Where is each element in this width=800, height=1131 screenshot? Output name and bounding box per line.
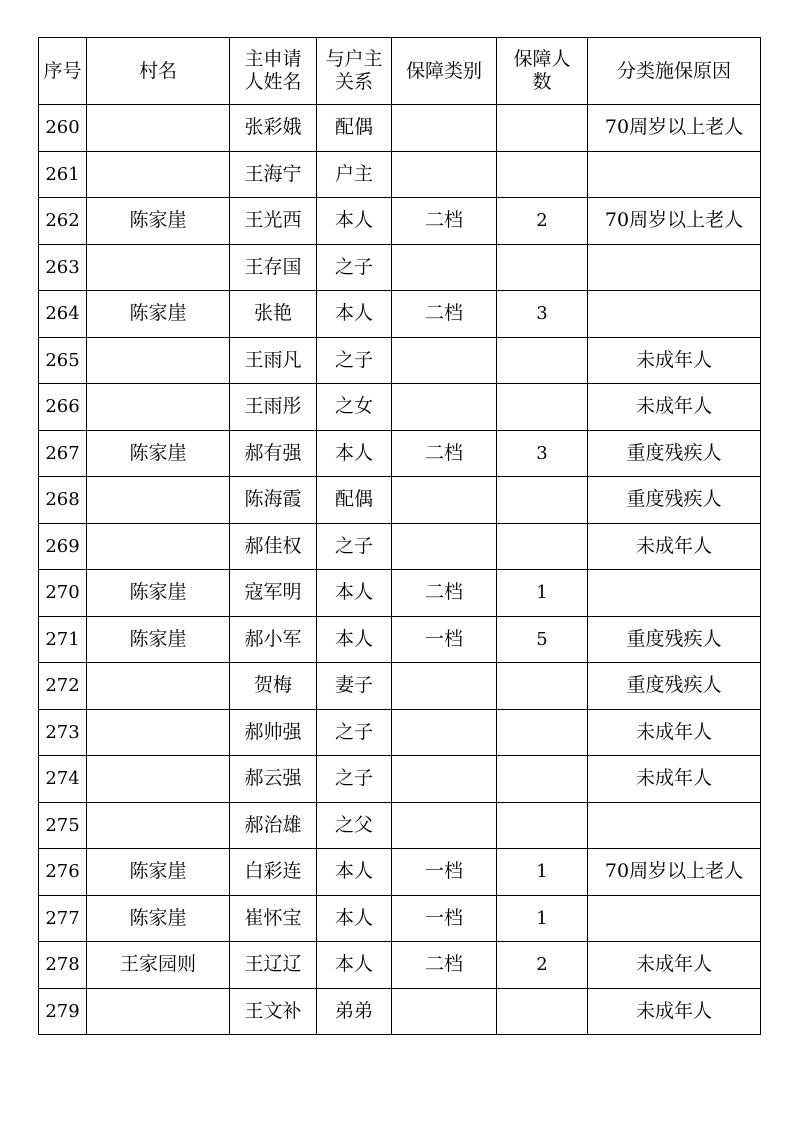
- table-row: [39, 616, 761, 663]
- cell-reason: 未成年人: [588, 756, 761, 803]
- cell-reason: 重度残疾人: [588, 430, 761, 477]
- table-row: [39, 802, 761, 849]
- cell-relation: 本人: [317, 942, 392, 989]
- cell-village: 陈家崖: [87, 849, 230, 896]
- cell-relation: 之子: [317, 523, 392, 570]
- cell-seq: 276: [39, 849, 87, 896]
- cell-applicant-name: 郝小军: [230, 616, 317, 663]
- cell-category: [392, 709, 497, 756]
- cell-reason: [588, 802, 761, 849]
- cell-count: [497, 802, 588, 849]
- cell-village: 陈家崖: [87, 291, 230, 338]
- cell-village: [87, 477, 230, 524]
- cell-category: [392, 988, 497, 1035]
- cell-seq: 279: [39, 988, 87, 1035]
- cell-village: 王家园则: [87, 942, 230, 989]
- cell-village: 陈家崖: [87, 895, 230, 942]
- table-row: [39, 151, 761, 198]
- cell-relation: 配偶: [317, 477, 392, 524]
- cell-seq: 271: [39, 616, 87, 663]
- cell-count: [497, 244, 588, 291]
- cell-relation: 之女: [317, 384, 392, 431]
- header-reason: 分类施保原因: [588, 38, 761, 105]
- cell-applicant-name: 王文补: [230, 988, 317, 1035]
- header-seq: 序号: [39, 38, 87, 105]
- table-row: [39, 570, 761, 617]
- cell-seq: 277: [39, 895, 87, 942]
- cell-applicant-name: 陈海霞: [230, 477, 317, 524]
- cell-category: [392, 105, 497, 152]
- cell-seq: 273: [39, 709, 87, 756]
- cell-count: 2: [497, 942, 588, 989]
- cell-relation: 本人: [317, 198, 392, 245]
- table-row: [39, 756, 761, 803]
- cell-reason: [588, 291, 761, 338]
- cell-applicant-name: 郝有强: [230, 430, 317, 477]
- cell-count: 2: [497, 198, 588, 245]
- cell-category: [392, 756, 497, 803]
- cell-relation: 本人: [317, 849, 392, 896]
- header-row: [39, 38, 761, 105]
- cell-seq: 269: [39, 523, 87, 570]
- cell-village: [87, 988, 230, 1035]
- table-row: [39, 942, 761, 989]
- cell-village: [87, 244, 230, 291]
- header-applicant-line2: 人姓名: [244, 71, 302, 93]
- cell-relation: 本人: [317, 430, 392, 477]
- table-body: [39, 105, 761, 1035]
- cell-seq: 274: [39, 756, 87, 803]
- cell-applicant-name: 王雨凡: [230, 337, 317, 384]
- cell-count: [497, 756, 588, 803]
- cell-reason: 未成年人: [588, 523, 761, 570]
- header-count: [497, 38, 588, 105]
- cell-applicant-name: 王辽辽: [230, 942, 317, 989]
- table-row: [39, 384, 761, 431]
- cell-count: [497, 105, 588, 152]
- cell-applicant-name: 郝帅强: [230, 709, 317, 756]
- cell-relation: 之子: [317, 756, 392, 803]
- cell-count: [497, 523, 588, 570]
- header-relation-line1: 与户主: [325, 48, 383, 70]
- header-village: 村名: [87, 38, 230, 105]
- cell-seq: 260: [39, 105, 87, 152]
- cell-applicant-name: 郝治雄: [230, 802, 317, 849]
- header-count-line1: 保障人: [513, 48, 571, 70]
- cell-reason: [588, 244, 761, 291]
- cell-seq: 270: [39, 570, 87, 617]
- cell-relation: 本人: [317, 570, 392, 617]
- table-row: [39, 849, 761, 896]
- table-row: [39, 477, 761, 524]
- cell-relation: 之子: [317, 709, 392, 756]
- cell-category: [392, 151, 497, 198]
- header-applicant: [230, 38, 317, 105]
- cell-count: [497, 709, 588, 756]
- cell-reason: [588, 570, 761, 617]
- cell-reason: 未成年人: [588, 384, 761, 431]
- cell-count: [497, 988, 588, 1035]
- cell-applicant-name: 王雨彤: [230, 384, 317, 431]
- cell-applicant-name: 王海宁: [230, 151, 317, 198]
- header-category: 保障类别: [392, 38, 497, 105]
- cell-relation: 之子: [317, 244, 392, 291]
- cell-count: 1: [497, 570, 588, 617]
- cell-relation: 之子: [317, 337, 392, 384]
- cell-relation: 配偶: [317, 105, 392, 152]
- cell-reason: 重度残疾人: [588, 477, 761, 524]
- cell-applicant-name: 郝云强: [230, 756, 317, 803]
- cell-village: [87, 384, 230, 431]
- cell-seq: 263: [39, 244, 87, 291]
- table-row: [39, 988, 761, 1035]
- cell-reason: 未成年人: [588, 988, 761, 1035]
- table-row: [39, 337, 761, 384]
- cell-category: 一档: [392, 616, 497, 663]
- header-relation-line2: 关系: [334, 71, 373, 93]
- cell-seq: 266: [39, 384, 87, 431]
- cell-category: [392, 244, 497, 291]
- cell-count: 5: [497, 616, 588, 663]
- cell-village: [87, 663, 230, 710]
- table-row: [39, 198, 761, 245]
- cell-seq: 264: [39, 291, 87, 338]
- cell-category: [392, 337, 497, 384]
- cell-relation: 妻子: [317, 663, 392, 710]
- cell-category: 一档: [392, 849, 497, 896]
- cell-applicant-name: 白彩连: [230, 849, 317, 896]
- cell-count: [497, 663, 588, 710]
- table-row: [39, 105, 761, 152]
- cell-village: [87, 709, 230, 756]
- cell-reason: [588, 151, 761, 198]
- cell-reason: [588, 895, 761, 942]
- cell-category: [392, 523, 497, 570]
- cell-count: 1: [497, 895, 588, 942]
- cell-category: [392, 477, 497, 524]
- cell-category: 二档: [392, 942, 497, 989]
- cell-village: [87, 756, 230, 803]
- cell-applicant-name: 崔怀宝: [230, 895, 317, 942]
- cell-applicant-name: 张艳: [230, 291, 317, 338]
- cell-applicant-name: 张彩娥: [230, 105, 317, 152]
- cell-reason: 未成年人: [588, 709, 761, 756]
- cell-category: [392, 802, 497, 849]
- cell-count: 1: [497, 849, 588, 896]
- cell-relation: 本人: [317, 895, 392, 942]
- header-relation: [317, 38, 392, 105]
- cell-category: 二档: [392, 198, 497, 245]
- cell-seq: 268: [39, 477, 87, 524]
- cell-count: 3: [497, 430, 588, 477]
- table-row: [39, 709, 761, 756]
- cell-village: [87, 105, 230, 152]
- cell-category: [392, 384, 497, 431]
- cell-category: [392, 663, 497, 710]
- cell-category: 一档: [392, 895, 497, 942]
- cell-count: [497, 151, 588, 198]
- cell-seq: 267: [39, 430, 87, 477]
- table-row: [39, 663, 761, 710]
- cell-relation: 弟弟: [317, 988, 392, 1035]
- cell-seq: 278: [39, 942, 87, 989]
- cell-relation: 之父: [317, 802, 392, 849]
- cell-reason: 重度残疾人: [588, 663, 761, 710]
- cell-village: [87, 802, 230, 849]
- cell-applicant-name: 王存国: [230, 244, 317, 291]
- cell-seq: 272: [39, 663, 87, 710]
- cell-relation: 本人: [317, 291, 392, 338]
- table-row: [39, 523, 761, 570]
- cell-reason: 70周岁以上老人: [588, 849, 761, 896]
- cell-category: 二档: [392, 430, 497, 477]
- cell-category: 二档: [392, 291, 497, 338]
- cell-reason: 未成年人: [588, 337, 761, 384]
- welfare-table: [38, 37, 761, 1035]
- cell-applicant-name: 寇军明: [230, 570, 317, 617]
- cell-village: 陈家崖: [87, 198, 230, 245]
- cell-village: 陈家崖: [87, 616, 230, 663]
- table-row: [39, 244, 761, 291]
- cell-reason: 70周岁以上老人: [588, 105, 761, 152]
- table-row: [39, 895, 761, 942]
- cell-applicant-name: 郝佳权: [230, 523, 317, 570]
- cell-seq: 261: [39, 151, 87, 198]
- cell-count: [497, 384, 588, 431]
- cell-count: [497, 337, 588, 384]
- cell-village: [87, 523, 230, 570]
- cell-relation: 户主: [317, 151, 392, 198]
- cell-seq: 265: [39, 337, 87, 384]
- cell-seq: 275: [39, 802, 87, 849]
- cell-reason: 未成年人: [588, 942, 761, 989]
- cell-village: [87, 151, 230, 198]
- table-row: [39, 291, 761, 338]
- cell-reason: 70周岁以上老人: [588, 198, 761, 245]
- cell-applicant-name: 贺梅: [230, 663, 317, 710]
- cell-applicant-name: 王光西: [230, 198, 317, 245]
- cell-count: [497, 477, 588, 524]
- table-row: [39, 430, 761, 477]
- cell-category: 二档: [392, 570, 497, 617]
- header-applicant-line1: 主申请: [244, 48, 302, 70]
- cell-village: 陈家崖: [87, 570, 230, 617]
- cell-village: 陈家崖: [87, 430, 230, 477]
- cell-village: [87, 337, 230, 384]
- cell-count: 3: [497, 291, 588, 338]
- cell-relation: 本人: [317, 616, 392, 663]
- cell-reason: 重度残疾人: [588, 616, 761, 663]
- cell-seq: 262: [39, 198, 87, 245]
- header-count-line2: 数: [532, 71, 552, 93]
